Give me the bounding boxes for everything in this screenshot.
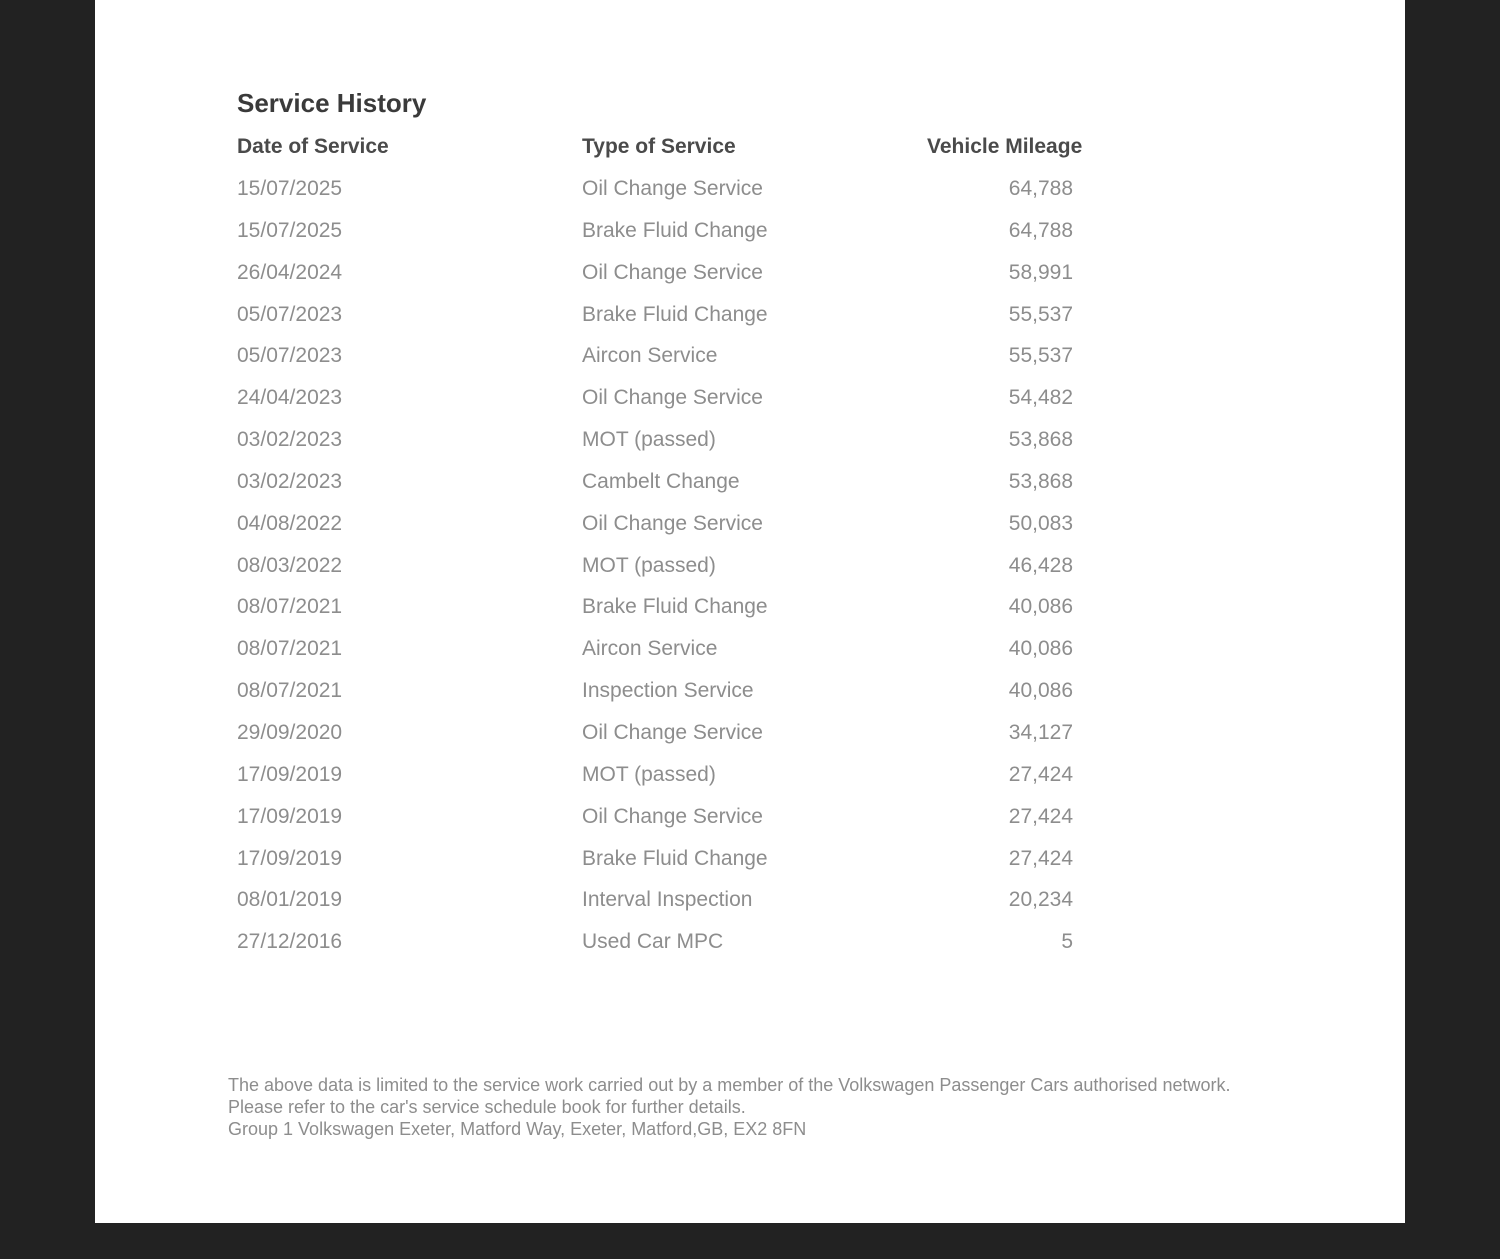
vehicle-mileage: 34,127 xyxy=(1008,720,1073,744)
table-row xyxy=(95,169,1405,211)
column-header-type: Type of Service xyxy=(582,135,736,158)
vehicle-mileage: 64,788 xyxy=(1008,177,1073,200)
service-date: 17/09/2019 xyxy=(237,804,343,828)
service-type: Oil Change Service xyxy=(582,260,763,284)
vehicle-mileage: 5 xyxy=(1061,930,1073,954)
page-title: Service History xyxy=(237,88,427,118)
vehicle-mileage: 55,537 xyxy=(1008,302,1073,326)
table-row xyxy=(95,713,1405,755)
vehicle-mileage: 64,788 xyxy=(1008,218,1073,242)
table-row xyxy=(95,504,1405,546)
vehicle-mileage: 53,868 xyxy=(1008,428,1073,452)
service-type: Brake Fluid Change xyxy=(582,595,768,619)
table-row xyxy=(95,378,1405,420)
table-row xyxy=(95,253,1405,295)
service-date: 03/02/2023 xyxy=(237,428,343,452)
footer-line: The above data is limited to the service work carried out by a member of the Volkswagen Passenger Cars authorised network. xyxy=(228,1075,1231,1095)
vehicle-mileage: 27,424 xyxy=(1008,804,1073,828)
table-row xyxy=(95,462,1405,504)
table-row xyxy=(95,839,1405,881)
service-date: 17/09/2019 xyxy=(237,762,343,786)
service-type: Brake Fluid Change xyxy=(582,218,768,242)
service-type: Brake Fluid Change xyxy=(582,846,768,870)
table-row xyxy=(95,629,1405,671)
vehicle-mileage: 58,991 xyxy=(1008,260,1073,284)
column-header-date: Date of Service xyxy=(237,135,389,158)
table-row xyxy=(95,211,1405,253)
service-date: 24/04/2023 xyxy=(237,386,343,410)
table-row xyxy=(95,671,1405,713)
table-row xyxy=(95,587,1405,629)
vehicle-mileage: 46,428 xyxy=(1008,553,1073,577)
table-row xyxy=(95,922,1405,964)
vehicle-mileage: 27,424 xyxy=(1008,762,1073,786)
service-date: 03/02/2023 xyxy=(237,469,343,493)
service-type: Oil Change Service xyxy=(582,804,763,828)
vehicle-mileage: 20,234 xyxy=(1008,888,1073,912)
service-date: 08/07/2021 xyxy=(237,679,343,703)
service-date: 08/01/2019 xyxy=(237,888,343,912)
service-type: Oil Change Service xyxy=(582,511,763,535)
footer-line: Please refer to the car's service schedule book for further details. xyxy=(228,1097,746,1117)
service-type: Aircon Service xyxy=(582,637,718,661)
document-page xyxy=(95,0,1405,1223)
vehicle-mileage: 27,424 xyxy=(1008,846,1073,870)
vehicle-mileage: 55,537 xyxy=(1008,344,1073,368)
service-type: MOT (passed) xyxy=(582,428,716,452)
service-date: 08/07/2021 xyxy=(237,595,343,619)
service-date: 26/04/2024 xyxy=(237,260,343,284)
table-row xyxy=(95,755,1405,797)
footer-line: Group 1 Volkswagen Exeter, Matford Way, Exeter, Matford,GB, EX2 8FN xyxy=(228,1119,807,1139)
service-date: 08/03/2022 xyxy=(237,553,343,577)
service-type: Oil Change Service xyxy=(582,720,763,744)
service-type: MOT (passed) xyxy=(582,553,716,577)
service-type: Interval Inspection xyxy=(582,888,753,912)
vehicle-mileage: 40,086 xyxy=(1008,637,1073,661)
table-row xyxy=(95,880,1405,922)
service-date: 29/09/2020 xyxy=(237,720,343,744)
service-type: Brake Fluid Change xyxy=(582,302,768,326)
vehicle-mileage: 40,086 xyxy=(1008,595,1073,619)
vehicle-mileage: 53,868 xyxy=(1008,469,1073,493)
column-header-mileage: Vehicle Mileage xyxy=(927,135,1083,158)
service-date: 05/07/2023 xyxy=(237,344,343,368)
service-table xyxy=(95,169,1405,964)
service-type: Inspection Service xyxy=(582,679,754,703)
table-row xyxy=(95,336,1405,378)
service-type: Oil Change Service xyxy=(582,177,763,200)
service-date: 08/07/2021 xyxy=(237,637,343,661)
vehicle-mileage: 40,086 xyxy=(1008,679,1073,703)
footer-note xyxy=(228,1074,1378,1140)
service-date: 04/08/2022 xyxy=(237,511,343,535)
service-type: Cambelt Change xyxy=(582,469,740,493)
table-row xyxy=(95,420,1405,462)
service-date: 17/09/2019 xyxy=(237,846,343,870)
vehicle-mileage: 54,482 xyxy=(1008,386,1073,410)
service-date: 15/07/2025 xyxy=(237,177,343,200)
table-row xyxy=(95,797,1405,839)
table-row xyxy=(95,546,1405,588)
service-type: MOT (passed) xyxy=(582,762,716,786)
vehicle-mileage: 50,083 xyxy=(1008,511,1073,535)
table-row xyxy=(95,295,1405,337)
service-type: Used Car MPC xyxy=(582,930,724,954)
service-date: 27/12/2016 xyxy=(237,930,343,954)
service-type: Oil Change Service xyxy=(582,386,763,410)
service-type: Aircon Service xyxy=(582,344,718,368)
service-date: 15/07/2025 xyxy=(237,218,343,242)
service-date: 05/07/2023 xyxy=(237,302,343,326)
